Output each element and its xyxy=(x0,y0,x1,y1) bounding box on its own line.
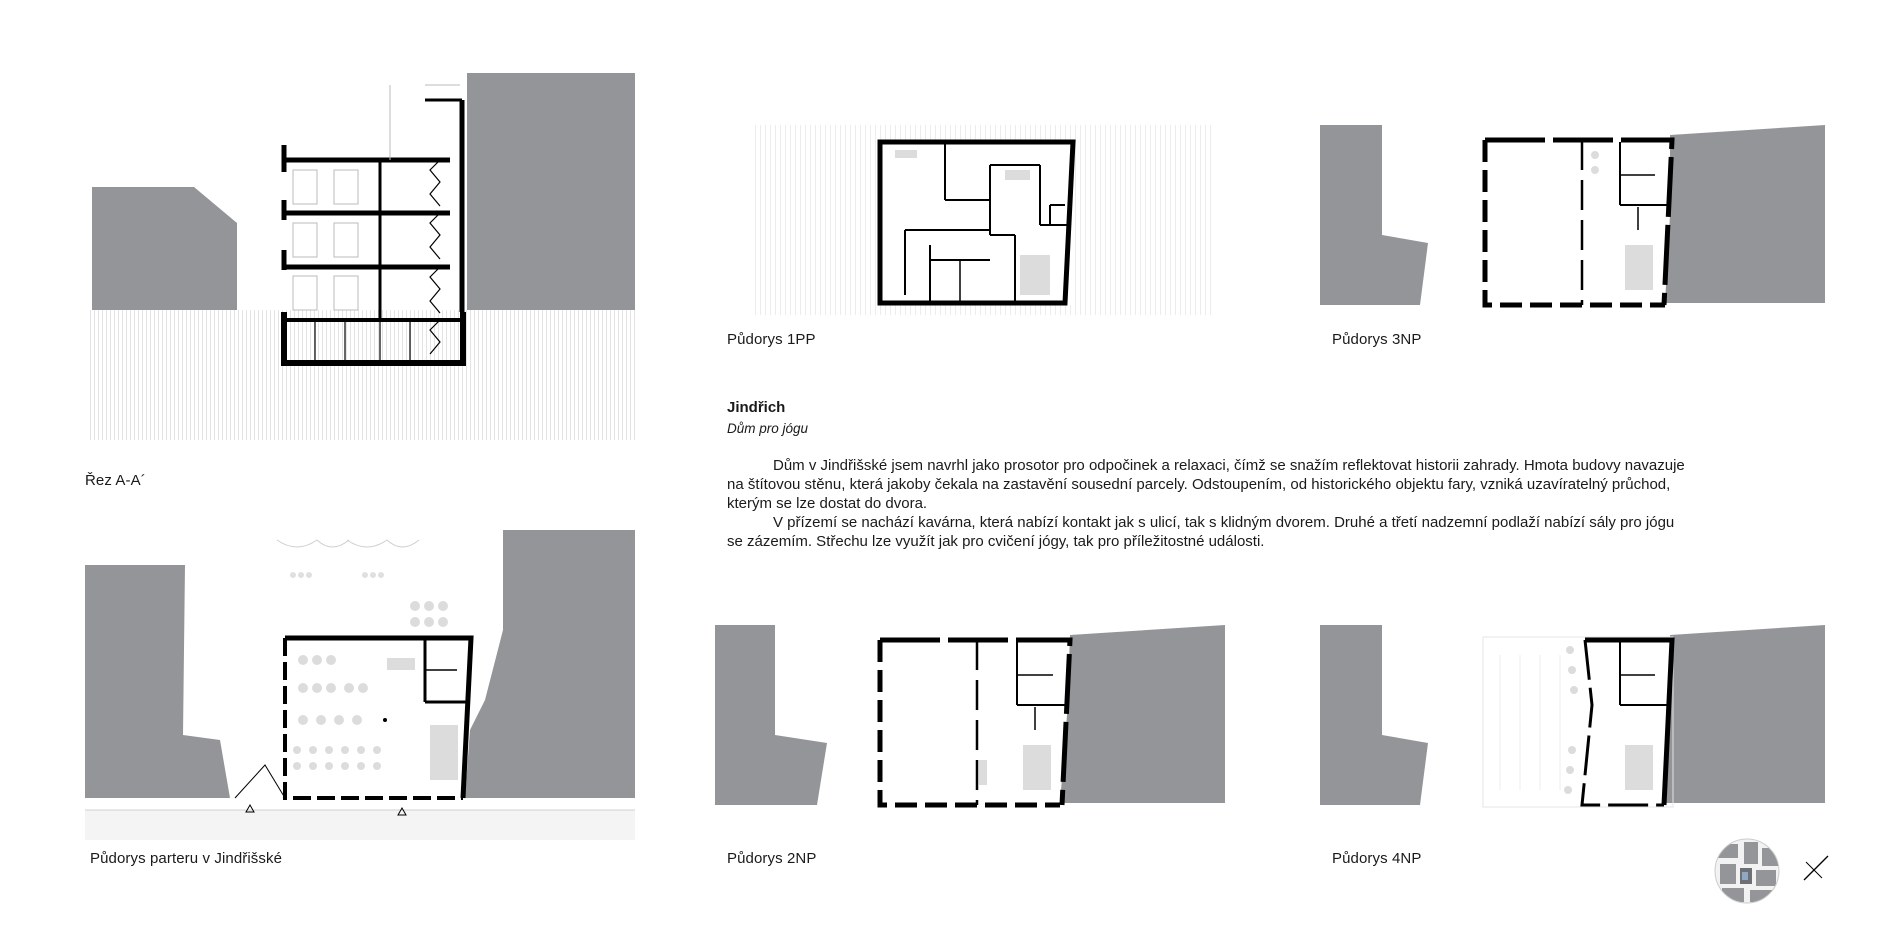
project-subtitle: Dům pro jógu xyxy=(727,421,809,436)
north-arrow-icon xyxy=(1800,852,1832,884)
caption-floor-1pp: Půdorys 1PP xyxy=(727,331,816,348)
description-paragraph-1-text: Dům v Jindřišské jsem navrhl jako prosotor pro odpočinek a relaxaci, čímž se snažím reflektovat historii zahrady. Hmota budovy navazuje na štítovou stěnu, která jakoby čekala na zastavění sousední parcely. Odstoupením, od historického objektu fary, vzniká uzavíratelný průchod, kterým se lze dostat do dvora. xyxy=(727,457,1685,512)
caption-ground-floor: Půdorys parteru v Jindřišské xyxy=(90,850,283,867)
caption-floor-2np: Půdorys 2NP xyxy=(727,850,817,867)
description-paragraph-2-text: V přízemí se nachází kavárna, která nabízí kontakt jak s ulicí, tak s klidným dvorem. Druhé a třetí nadzemní podlaží nabízí sály pro jógu se zázemím. Střechu lze využít jak pro cvičení jógy, tak pro příležitostné události. xyxy=(727,514,1675,550)
floor-2np-plan-drawing xyxy=(715,625,1225,810)
caption-section: Řez A-A´ xyxy=(85,472,146,489)
section-drawing xyxy=(90,70,635,445)
description-paragraph-1 xyxy=(727,456,1687,513)
caption-floor-4np: Půdorys 4NP xyxy=(1332,850,1422,867)
caption-floor-3np: Půdorys 3NP xyxy=(1332,331,1422,348)
ground-floor-plan-drawing xyxy=(85,530,635,850)
project-title: Jindřich xyxy=(727,399,786,416)
floor-3np-plan-drawing xyxy=(1320,125,1825,310)
site-location-map-icon xyxy=(1714,838,1780,904)
floor-1pp-plan-drawing xyxy=(755,125,1215,315)
description-paragraph-2 xyxy=(727,513,1687,551)
floor-4np-plan-drawing xyxy=(1320,625,1825,810)
project-description xyxy=(727,398,1687,551)
